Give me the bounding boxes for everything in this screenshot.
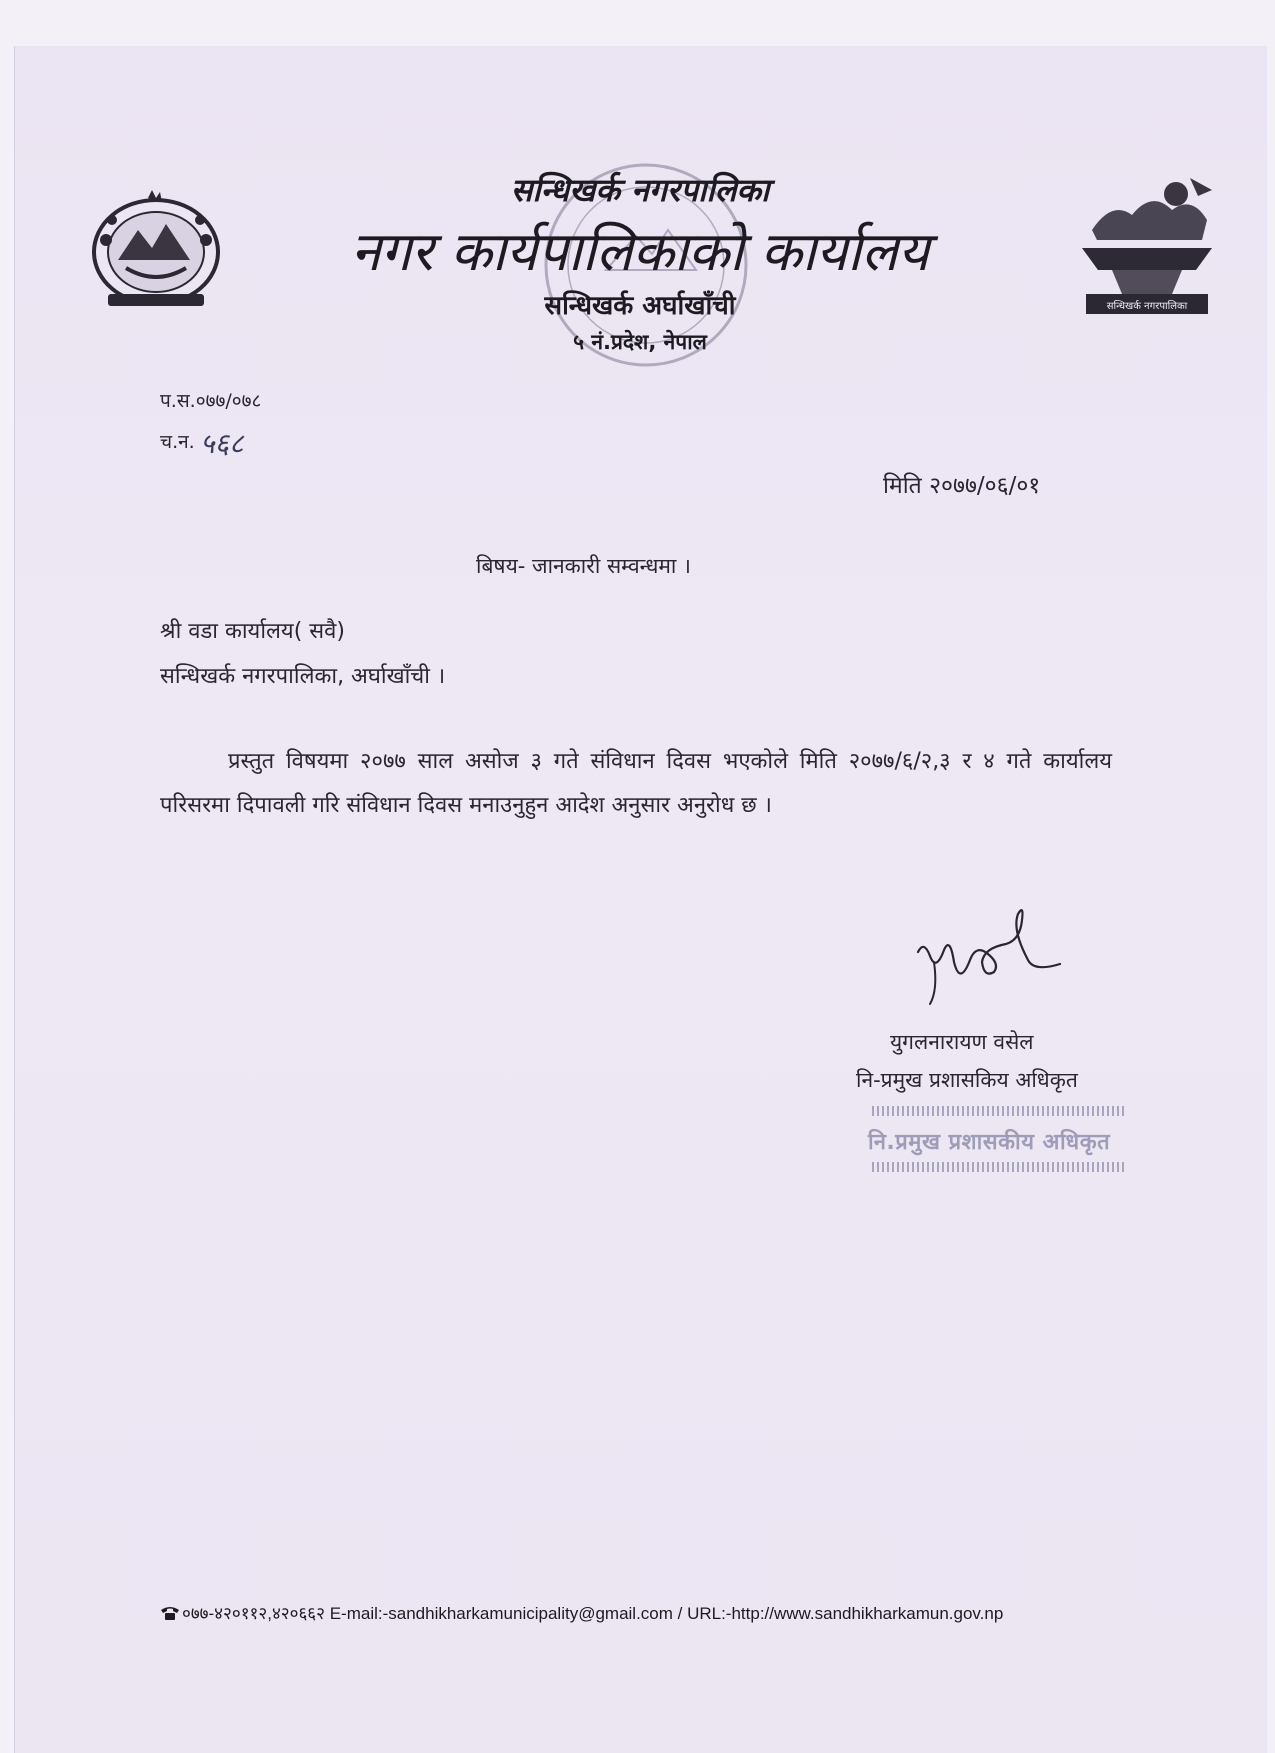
letter-footer xyxy=(160,1601,1003,1624)
address-line-1: सन्धिखर्क अर्घाखाँची xyxy=(544,291,736,321)
office-name: नगर कार्यपालिकाको कार्यालय xyxy=(350,220,930,283)
stamp-border-top xyxy=(872,1104,1124,1118)
dispatch-number-label: च.न. xyxy=(160,431,195,453)
svg-text:सन्धिखर्क नगरपालिका: सन्धिखर्क नगरपालिका xyxy=(1106,301,1188,312)
municipality-name: सन्धिखर्क नगरपालिका xyxy=(510,171,770,209)
signatory-name: युगलनारायण वसेल xyxy=(890,1030,1034,1054)
letter-body-text: प्रस्तुत विषयमा २०७७ साल असोज ३ गते संविधान दिवस भएकोले मिति २०७७/६/२,३ र ४ गते कार्यालय परिसरमा दिपावली गरि संविधान दिवस मनाउनुहुन आदेश अनुसार अनुरोध छ । xyxy=(160,749,1112,818)
footer-contact-text: ०७७-४२०११२,४२०६६२ E-mail:-sandhikharkamunicipality@gmail.com / URL:-http://www.sandhikharkamun.gov.np xyxy=(182,1604,1004,1623)
signature xyxy=(910,900,1070,1010)
address-line-2: ५ नं.प्रदेश, नेपाल xyxy=(573,330,707,354)
dispatch-number-handwritten: ५६८ xyxy=(200,427,244,460)
stamp-border-bottom xyxy=(872,1160,1124,1174)
addressee-line-1: श्री वडा कार्यालय( सवै) xyxy=(160,619,345,644)
municipality-logo-icon xyxy=(1072,170,1222,325)
letter-body xyxy=(160,740,1112,828)
fiscal-year-reference: प.स.०७७/०७८ xyxy=(160,390,262,412)
letter-date: मिति २०७७/०६/०१ xyxy=(883,473,1041,499)
official-rubber-stamp: नि.प्रमुख प्रशासकीय अधिकृत xyxy=(868,1130,1111,1155)
subject-line: बिषय- जानकारी सम्वन्धमा । xyxy=(476,554,692,578)
telephone-icon xyxy=(160,1605,180,1621)
addressee-line-2: सन्धिखर्क नगरपालिका, अर्घाखाँची । xyxy=(160,664,446,689)
signatory-title: नि-प्रमुख प्रशासकिय अधिकृत xyxy=(856,1068,1078,1092)
